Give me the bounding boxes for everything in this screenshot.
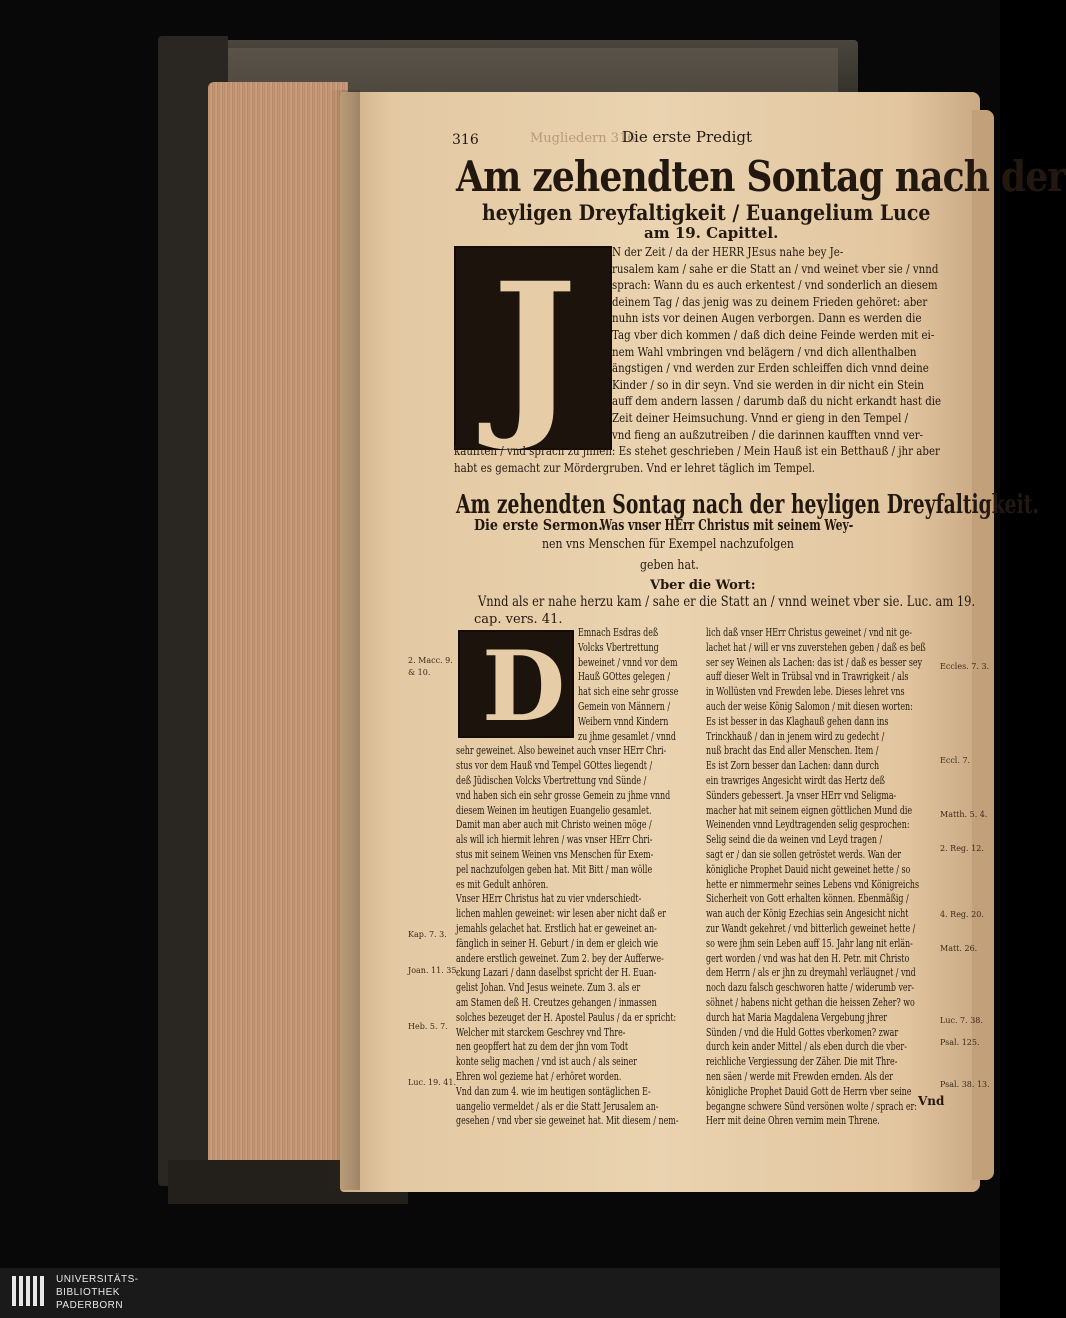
left-column-line: Hauß GOttes gelegen / <box>578 670 671 684</box>
sermon-label: Die erste Sermon. <box>474 516 603 534</box>
left-column-line: deß Jüdischen Volcks Vbertrettung vnd Sünde / <box>456 774 647 787</box>
left-column-line: andere erstlich geweinet. Zum 2. bey der Aufferwe- <box>456 951 664 965</box>
gospel-line: Kinder / so in dir seyn. Vnd sie werden in dir nicht ein Stein <box>612 376 925 392</box>
left-column-line: Vnser HErr Christus hat zu vier vnderschiedt- <box>456 892 642 906</box>
left-column-line: Ehren wol gezieme hat / erhöret worden. <box>456 1070 622 1083</box>
margin-note-left: & 10. <box>408 668 431 677</box>
left-column-line: Volcks Vbertrettung <box>578 640 659 654</box>
left-column-line: als will ich hiermit lehren / was vnser HErr Chri- <box>456 833 653 847</box>
right-column-line: söhnet / habens nicht gethan die heissen Zeher? wo <box>706 996 915 1009</box>
right-column-line: ein trawriges Angesicht wirdt das Hertz deß <box>706 774 885 787</box>
library-name-line-1: UNIVERSITÄTS- <box>56 1274 139 1285</box>
left-column-line: sehr geweinet. Also beweinet auch vnser HErr Chri- <box>456 744 667 758</box>
verse-line-1: Vnnd als er nahe herzu kam / sahe er die Statt an / vnnd weinet vber sie. Luc. am 19. <box>478 594 976 610</box>
right-column-line: gert worden / vnd was hat den H. Petr. mit Christo <box>706 951 910 965</box>
library-name-line-3: PADERBORN <box>56 1300 124 1311</box>
right-column-line: durch hat Maria Magdalena Vergebung jhrer <box>706 1010 888 1024</box>
right-column-line: nuß bracht das End aller Menschen. Item / <box>706 744 879 758</box>
gospel-line: ängstigen / vnd werden zur Erden schleiffen dich vnnd deine <box>612 360 929 376</box>
uber-die-wort: Vber die Wort: <box>650 578 756 593</box>
chapter-title-line-3: am 19. Capittel. <box>644 224 779 242</box>
left-column-line: solches bezeuget der H. Apostel Paulus / da er spricht: <box>456 1010 677 1024</box>
left-column-line: vnd haben sich ein sehr grosse Gemein zu jhme vnnd <box>456 788 671 802</box>
gospel-line: Tag vber dich kommen / daß dich deine Feinde werden mit ei- <box>612 327 935 342</box>
right-column-line: durch kein ander Mittel / als eben durch die vber- <box>706 1040 907 1054</box>
right-column-line: lich daß vnser HErr Christus geweinet / vnd nit ge- <box>706 626 912 639</box>
catchword: Vnd <box>918 1094 945 1108</box>
right-column-line: Sünden / vnd die Huld Gottes vberkomen? zwar <box>706 1025 899 1039</box>
left-column-line: lichen mahlen geweinet: wir lesen aber nicht daß er <box>456 907 666 921</box>
right-column-line: königliche Prophet Dauid nicht geweinet hette / so <box>706 862 911 876</box>
margin-note-right: Luc. 7. 38. <box>940 1016 983 1025</box>
margin-note-right: Psal. 125. <box>940 1038 980 1047</box>
right-column-line: Sünders gebessert. Ja vnser HErr vnd Seligma- <box>706 788 897 802</box>
right-column-line: auch der weise König Salomon / mit diesen worten: <box>706 700 913 713</box>
right-column-line: so were jhm sein Leben auff 15. Jahr lang nit erlän- <box>706 936 913 950</box>
left-column-line: hat sich eine sehr grosse <box>578 685 679 699</box>
right-column-line: Selig seind die da weinen vnd Leyd tragen / <box>706 833 883 847</box>
sermon-sunday-heading: Am zehendten Sontag nach der heyligen Dreyfaltigkeit. <box>456 490 1039 520</box>
gospel-line: deinem Tag / das jenig was zu deinem Frieden gehöret: aber <box>612 293 928 309</box>
library-name-line-2: BIBLIOTHEK <box>56 1287 120 1298</box>
right-column-line: lachet hat / will er vns zuverstehen geben / daß es beß <box>706 640 926 654</box>
initial-letter-i: J <box>492 244 578 455</box>
margin-note-right: Matt. 26. <box>940 944 978 953</box>
margin-note-right: Matth. 5. 4. <box>940 810 988 819</box>
left-column-line: fänglich in seiner H. Geburt / in dem er gleich wie <box>456 936 659 950</box>
right-column-line: auff dieser Welt in Trübsal vnd in Trawrigkeit / als <box>706 670 909 684</box>
right-column-line: Es ist Zorn besser dan Lachen: dann durch <box>706 759 880 773</box>
right-column-line: begangne schwere Sünd versönen wolte / sprach er: <box>706 1099 917 1113</box>
initial-letter-d: D <box>482 630 566 743</box>
margin-note-left: Joan. 11. 35. <box>408 966 460 975</box>
page-number: 316 <box>452 132 479 148</box>
margin-note-left: Heb. 5. 7. <box>408 1022 448 1031</box>
ornamental-initial-d <box>458 630 574 743</box>
left-column-line: ckung Lazari / dann daselbst spricht der H. Euan- <box>456 966 657 980</box>
gutter-shadow <box>330 90 360 1190</box>
left-column-line: Gemein von Männern / <box>578 700 671 713</box>
chapter-title-line-2: heyligen Dreyfaltigkeit / Euangelium Luce <box>482 200 931 225</box>
margin-note-right: Eccl. 7. <box>940 756 971 765</box>
right-column-line: zur Wandt gekehret / vnd bitterlich geweinet hette / <box>706 922 916 935</box>
right-column-line: Weinenden vnnd Leydtragenden selig gesprochen: <box>706 818 910 832</box>
left-column-line: diesem Weinen im heutigen Euangelio gesamlet. <box>456 803 652 817</box>
right-column-line: ser sey Weinen als Lachen: das ist / daß es besser sey <box>706 655 923 669</box>
ornamental-initial-i <box>454 244 612 455</box>
sermon-title-line-1: Was vnser HErr Christus mit seinem Wey- <box>600 516 854 534</box>
gospel-line: kaufften / vnd sprach zu jhnen: Es stehet geschrieben / Mein Hauß ist ein Betthauß / jhr aber <box>454 443 940 459</box>
gospel-line: sprach: Wann du es auch erkentest / vnd sonderlich an diesem <box>612 277 938 293</box>
right-column-line: dem Herrn / als er jhn zu dreymahl verläugnet / vnd <box>706 966 916 980</box>
right-column-line: wan auch der König Ezechias sein Angesicht nicht <box>706 907 909 921</box>
left-column-line: jemahls gelachet hat. Erstlich hat er geweinet an- <box>456 922 657 935</box>
right-column-line: Trinckhauß / dan in jenem wird zu gedecht / <box>706 729 885 743</box>
library-footer <box>0 1268 1000 1318</box>
bleed-through-text: Mugliedern 316 <box>530 131 636 146</box>
left-column-line: zu jhme gesamlet / vnnd <box>578 729 676 743</box>
left-column-line: Welcher mit starckem Geschrey vnd Thre- <box>456 1025 626 1039</box>
left-column-line: Damit man aber auch mit Christo weinen möge / <box>456 818 652 832</box>
left-column-line: gesehen / vnd vber sie geweinet hat. Mit diesem / nem- <box>456 1114 679 1128</box>
left-column-line: uangelio vermeldet / als er die Statt Jerusalem an- <box>456 1099 659 1113</box>
right-column-line: Sicherheit von Gott erhalten können. Ebenmäßig / <box>706 892 909 906</box>
library-logo-icon <box>10 1274 50 1310</box>
sermon-title-line-2: nen vns Menschen für Exempel nachzufolgen <box>542 537 794 552</box>
verse-line-2: cap. vers. 41. <box>474 612 563 627</box>
right-column-line: reichliche Vergiessung der Zäher. Die mit Thre- <box>706 1055 898 1069</box>
gospel-line: nuhn ists vor deinen Augen verborgen. Dann es werden die <box>612 310 922 326</box>
left-column-line: beweinet / vnnd vor dem <box>578 655 678 669</box>
left-column-line: stus vor dem Hauß vnd Tempel GOttes liegendt / <box>456 759 653 773</box>
margin-note-left: Kap. 7. 3. <box>408 930 447 939</box>
right-column-line: Herr mit deine Ohren vernim mein Threne. <box>706 1114 880 1128</box>
margin-note-left: Luc. 19. 41. <box>408 1078 457 1087</box>
left-column-line: Emnach Esdras deß <box>578 626 659 639</box>
chapter-title-line-1: Am zehendten Sontag nach der <box>456 152 1066 201</box>
gospel-line: vnd fieng an außzutreiben / die darinnen kaufften vnnd ver- <box>612 426 924 442</box>
gospel-line: habt es gemacht zur Mördergruben. Vnd er lehret täglich im Tempel. <box>454 459 816 475</box>
right-column-line: nen säen / werde mit Frewden ernden. Als der <box>706 1070 893 1083</box>
right-column-line: sagt er / dan sie sollen getröstet werds. Wan der <box>706 848 902 861</box>
left-column-line: Vnd dan zum 4. wie im heutigen sontäglichen E- <box>456 1084 651 1098</box>
right-column-line: macher hat mit seinem eignen göttlichen Mund die <box>706 803 913 817</box>
gospel-line: N der Zeit / da der HERR JEsus nahe bey Je- <box>612 244 844 259</box>
gospel-line: rusalem kam / sahe er die Statt an / vnd weinet vber sie / vnnd <box>612 260 939 276</box>
right-column-line: noch dazu falsch geschworen hatte / widerumb ver- <box>706 981 915 995</box>
left-column-line: pel nachzufolgen geben hat. Mit Bitt / man wölle <box>456 862 653 876</box>
gospel-line: Zeit deiner Heimsuchung. Vnnd er gieng in den Tempel / <box>612 410 909 425</box>
right-column-line: in Wollüsten vnd Frewden lebe. Dieses lehret vns <box>706 685 905 699</box>
left-column-line: konte selig machen / vnd ist auch / als seiner <box>456 1055 637 1069</box>
gospel-line: nem Wahl vmbringen vnd belägern / vnd dich allenthalben <box>612 343 917 359</box>
left-column-line: Weibern vnnd Kindern <box>578 714 669 728</box>
left-column-line: nen geopffert hat zu dem der jhn vom Todt <box>456 1040 629 1054</box>
sermon-title-line-3: geben hat. <box>640 558 699 573</box>
margin-note-right: 4. Reg. 20. <box>940 910 984 919</box>
right-column-line: Es ist besser in das Klaghauß gehen dann ins <box>706 714 889 728</box>
left-column-line: es mit Gedult anhören. <box>456 877 549 891</box>
running-head: Die erste Predigt <box>622 128 753 146</box>
right-column-line: königliche Prophet Dauid Gott de Herrn vber seine <box>706 1084 912 1098</box>
gospel-line: auff dem andern lassen / darumb daß du nicht erkandt hast die <box>612 393 942 409</box>
margin-note-right: 2. Reg. 12. <box>940 844 984 853</box>
right-column-line: hette er nimmermehr seines Lebens vnd Königreichs <box>706 877 920 891</box>
margin-note-left: 2. Macc. 9. <box>408 656 453 665</box>
page-edges <box>208 82 348 1192</box>
margin-note-right: Psal. 38. 13. <box>940 1080 990 1089</box>
left-column-line: am Stamen deß H. Creutzes gehangen / inmassen <box>456 996 657 1009</box>
left-column-line: gelist Johan. Vnd Jesus weinete. Zum 3. als er <box>456 981 641 995</box>
left-column-line: stus mit seinem Weinen vns Menschen für Exem- <box>456 848 654 861</box>
margin-note-right: Eccles. 7. 3. <box>940 662 990 671</box>
